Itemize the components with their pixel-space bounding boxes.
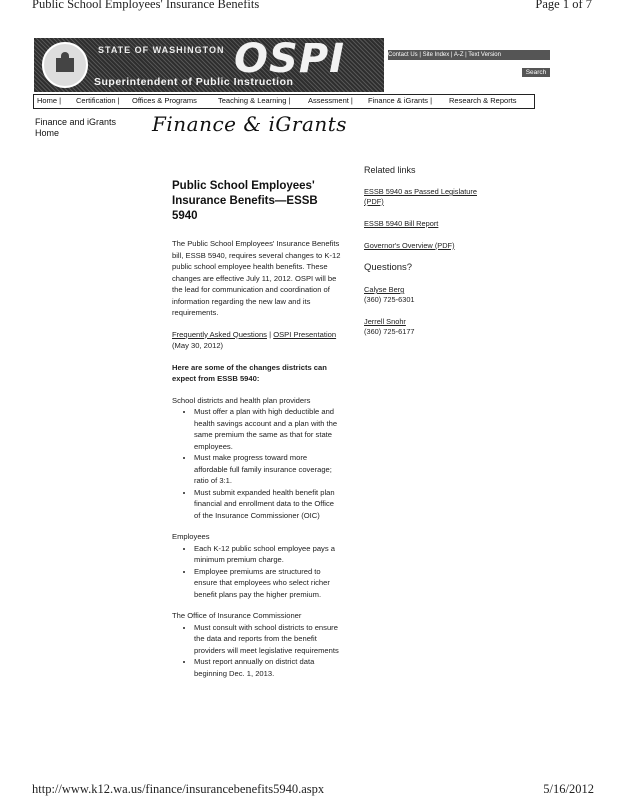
nav-certification[interactable]: Certification | <box>76 96 120 105</box>
sidebar <box>364 165 494 349</box>
list-item: • Must make progress toward more affordable full family insurance coverage; ratio of 3:1. <box>194 452 342 487</box>
faq-link[interactable]: Frequently Asked Questions <box>172 329 267 339</box>
group2-list <box>172 543 342 601</box>
contact-1 <box>364 285 494 305</box>
nav-finance-igrants[interactable]: Finance & iGrants | <box>368 96 433 105</box>
resource-links <box>172 329 342 352</box>
link-separator: | <box>266 329 274 339</box>
group2-title: Employees <box>172 532 210 541</box>
main-nav <box>33 94 535 109</box>
list-item: • Must offer a plan with high deductible and health savings account and a plan with the same premium the same as that for state employees. <box>194 406 342 452</box>
contact-name[interactable]: Calyse Berg <box>364 285 405 294</box>
ospi-banner[interactable] <box>34 38 384 92</box>
contact-phone: (360) 725-6301 <box>364 295 415 304</box>
page-title: Public School Employees' Insurance Benefits—ESSB 5940 <box>172 180 318 222</box>
presentation-date: (May 30, 2012) <box>172 341 224 350</box>
group1-title: School districts and health plan providers <box>172 395 311 405</box>
ospi-logo-text: OSPI <box>234 36 346 82</box>
nav-research-reports[interactable]: Research & Reports <box>449 96 517 105</box>
print-header-title: Public School Employees' Insurance Benefits <box>32 0 260 11</box>
print-header-page: Page 1 of 7 <box>535 0 592 11</box>
banner-superintendent: Superintendent of Public Instruction <box>94 76 294 88</box>
questions-heading: Questions? <box>364 262 413 273</box>
nav-offices-programs[interactable]: Offices & Programs <box>132 96 197 105</box>
related-link-governor-overview[interactable]: Governor's Overview (PDF) <box>364 241 455 250</box>
search-button[interactable]: Search <box>522 68 550 77</box>
finance-home-link[interactable] <box>35 117 116 139</box>
finance-home-line2: Home <box>35 128 60 138</box>
list-item: • Must consult with school districts to ensure the data and reports from the benefit providers will meet legislative requirements <box>194 622 342 657</box>
section-title: Finance & iGrants <box>152 112 348 136</box>
contact-phone: (360) 725-6177 <box>364 327 415 336</box>
print-footer-url: http://www.k12.wa.us/finance/insurancebenefits5940.aspx <box>32 782 325 796</box>
list-item: • Each K-12 public school employee pays a minimum premium charge. <box>194 543 342 566</box>
main-content <box>172 179 342 689</box>
print-header <box>32 0 592 14</box>
nav-teaching-learning[interactable]: Teaching & Learning | <box>218 96 291 105</box>
contact-name[interactable]: Jerrell Snohr <box>364 317 406 326</box>
changes-intro: Here are some of the changes districts can expect from ESSB 5940: <box>172 362 327 383</box>
related-link-bill-pdf[interactable]: ESSB 5940 as Passed Legislature (PDF) <box>364 187 477 206</box>
intro-paragraph: The Public School Employees' Insurance Benefits bill, ESSB 5940, requires several changes to K-12 public school employee health benefits. These changes are effective July 11, 2012. OSPI will be the lead for communication and coordination of information regarding the new law and its requirements. <box>172 239 341 317</box>
list-item: • Must report annually on district data beginning Dec. 1, 2013. <box>194 656 342 679</box>
group3-list <box>172 622 342 680</box>
nav-home[interactable]: Home | <box>37 96 62 105</box>
utility-links[interactable]: Contact Us | Site Index | A-Z | Text Version <box>388 50 550 60</box>
finance-home-line1: Finance and iGrants <box>35 117 117 127</box>
related-link-bill-report[interactable]: ESSB 5940 Bill Report <box>364 219 439 228</box>
list-item: • Employee premiums are structured to ensure that employees who select richer benefit plans pay the higher premium. <box>194 566 342 601</box>
state-seal-icon <box>42 42 88 88</box>
group1-list <box>172 406 342 521</box>
contact-2 <box>364 317 494 337</box>
banner-state-label: STATE OF WASHINGTON <box>98 45 225 55</box>
nav-assessment[interactable]: Assessment | <box>308 96 353 105</box>
print-footer <box>32 782 594 796</box>
related-links-heading: Related links <box>364 165 416 175</box>
print-footer-date: 5/16/2012 <box>543 782 594 796</box>
list-item: • Must submit expanded health benefit plan financial and enrollment data to the Office of the Insurance Commissioner (OIC) <box>194 487 342 522</box>
group3-title: The Office of Insurance Commissioner <box>172 611 302 620</box>
ospi-presentation-link[interactable]: OSPI Presentation <box>273 329 337 339</box>
